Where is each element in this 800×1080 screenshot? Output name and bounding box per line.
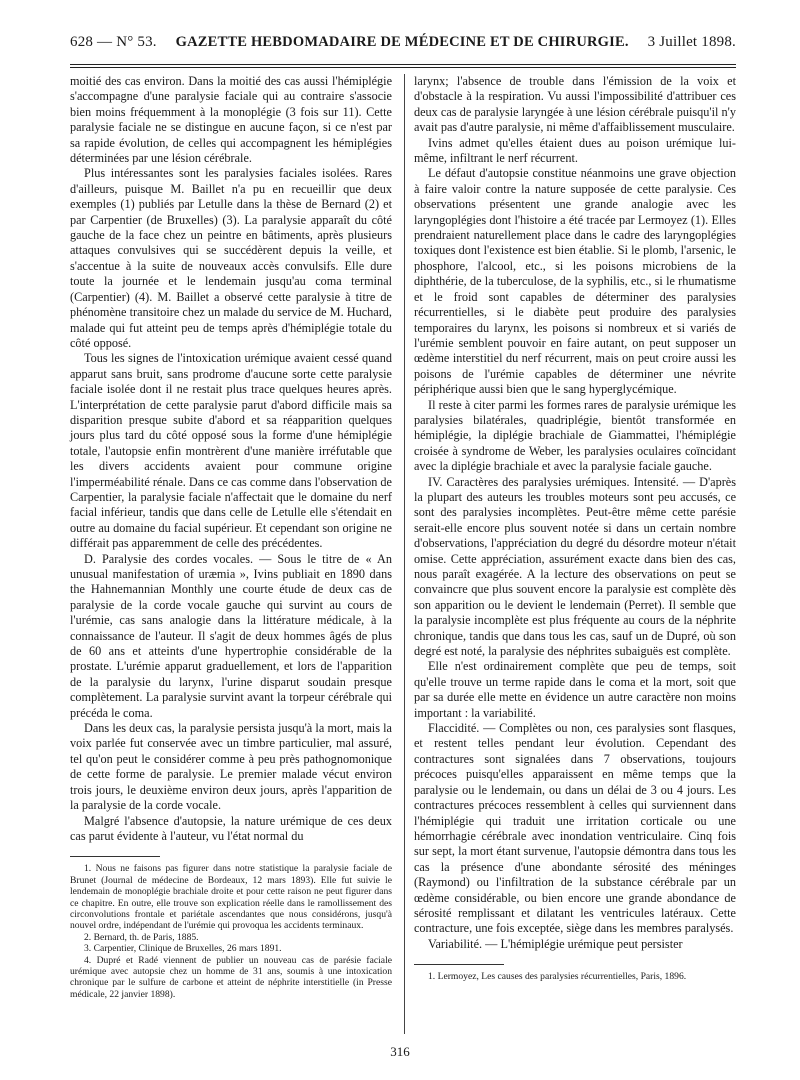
paragraph: larynx; l'absence de trouble dans l'émission de la voix et d'obstacle à la respiration. Vu aussi l'impossibilité d'attribuer ces deux cas de paralysie laryngée à une lésion cérébrale puisqu'il n'y avait pas d'autre paralysie, ni même d'affaiblissement musculaire. [414,74,736,135]
running-header [70,34,736,64]
paragraph: Le défaut d'autopsie constitue néanmoins une grave objection à faire valoir contre la nature supposée de cette paralysie. Ces observations présentent une grande analogie avec les laryngoplégies dont l'histoire a été tracée par Lermoyez (1). Elles prendraient naturellement place dans le cadre des laryngoplégies toxiques dont l'existence est bien établie. Si le plomb, l'arsenic, le phosphore, l'alcool, etc., si les poisons microbiens de la diphthérie, de la tuberculose, de la syphilis, etc., si le rhumatisme et le froid sont capables de déterminer des paralysies récurrentielles, si le diabète peut produire des paralysies temporaires du larynx, les poisons si nombreux et si variés de l'urémie semblent pouvoir en faire autant, on peut supposer un œdème interstitiel du nerf récurrent, mais on peut croire aussi les poisons de l'urémie capables de déterminer une névrite périphérique aussi bien que le sang hyperglycémique. [414,166,736,397]
footnote-rule [414,964,504,965]
header-rule-top [70,64,736,65]
paragraph: D. Paralysie des cordes vocales. — Sous le titre de « An unusual manifestation of uræmia », Ivins publiait en 1890 dans the Hahnemannian Monthly une courte étude de deux cas de paralysie de la corde vocale gauche qui survint au cours de l'urémie, cas sans analogie dans la littérature médicale, à la connaissance de l'auteur. Il s'agit de deux hommes âgés de plus de 60 ans et atteints d'une hypertrophie considérable de la prostate. L'urémie apparut graduellement, et lors de l'apparition de la paralysie du larynx, l'urine disparut soudain presque complètement. La paralysie survint avant la torpeur cérébrale qui précéda le coma. [70,551,392,720]
left-column [70,74,392,1000]
footnote-rule [70,856,160,857]
page-reference: 628 — N° 53. [70,34,157,50]
paragraph: Elle n'est ordinairement complète que peu de temps, soit qu'elle trouve un terme rapide dans le coma et la mort, soit que par sa durée elle mette en évidence un autre caractère non moins important : la variabilité. [414,659,736,720]
journal-title: GAZETTE HEBDOMADAIRE DE MÉDECINE ET DE CHIRURGIE. [175,34,629,50]
paragraph: Malgré l'absence d'autopsie, la nature urémique de ces deux cas parut évidente à l'auteur, vu l'état normal du [70,813,392,843]
paragraph: Variabilité. — L'hémiplégie urémique peut persister [428,936,683,951]
right-column [414,74,736,983]
footnote: 2. Bernard, th. de Paris, 1885. [84,931,199,943]
paragraph: moitié des cas environ. Dans la moitié des cas aussi l'hémiplégie s'accompagne d'une paralysie faciale qui au contraire s'associe bien moins fréquemment à la monoplégie (3 fois sur 11). Cette paralysie faciale ne se distingue en aucune façon, si ce n'est par sa rapide évolution, de celles qui accompagnent les hémiplégies déterminées par une lésion cérébrale. [70,74,392,166]
paragraph: Tous les signes de l'intoxication urémique avaient cessé quand apparut sans bruit, sans prodrome d'aucune sorte cette paralysie faciale isolée dont il ne restait plus trace quelques heures après. L'interprétation de cette paralysie parut d'abord difficile mais sa disparition presque subite d'abord et sa réapparition quelques jours plus tard du côté opposé sous la forme d'une hémiplégie totale, l'autopsie enfin montrèrent d'une manière irréfutable que les divers accidents avaient pour commune origine l'imperméabilité rénale. Dans ce cas comme dans l'observation de Carpentier, la paralysie faciale n'affectait que le domaine du nerf facial inférieur, tandis que dans celle de Letulle elle s'étendait en outre au domaine du facial supérieur. Et cependant son origine ne différait pas apparemment de celle des précédentes. [70,351,392,551]
issue-date: 3 Juillet 1898. [647,34,736,50]
paragraph: Plus intéressantes sont les paralysies faciales isolées. Rares d'ailleurs, puisque M. Baillet n'a pu en recueillir que deux exemples (1) publiés par Letulle dans la thèse de Bernard (2) et par Carpentier (de Bruxelles) (3). La paralysie apparaît du côté gauche de la face chez un peintre en bâtiments, après plusieurs attaques convulsives qui se succédèrent depuis la veille, et s'accentue à la suite de nouveaux accès convulsifs. Elle dure toute la journée et le lendemain jusqu'au coma terminal (Carpentier) (4). M. Baillet a observé cette paralysie à titre de phénomène transitoire chez un malade du service de M. Huchard, malade qui fut atteint peu de temps après d'hémiplégie totale du côté opposé. [70,166,392,350]
paragraph: Dans les deux cas, la paralysie persista jusqu'à la mort, mais la voix parlée fut conservée avec un timbre particulier, mal assuré, tel qu'on peut le considérer comme à peu près pathognomonique de cette forme de paralysie. Le premier malade vécut environ trois jours, le deuxième environ deux jours, après l'apparition de la paralysie de la corde vocale. [70,721,392,813]
paragraph: Il reste à citer parmi les formes rares de paralysie urémique les paralysies bilatérales, quadriplégie, bientôt transformée en hémiplégie, la diplégie brachiale de Giammattei, l'hémiplégie croisée à syndrome de Weber, les paralysies oculaires coïncidant avec la diplégie brachiale et avec la paralysie faciale gauche. [414,397,736,474]
paragraph: Ivins admet qu'elles étaient dues au poison urémique lui-même, infiltrant le nerf récurrent. [414,135,736,166]
footnote: 4. Dupré et Radé viennent de publier un nouveau cas de parésie faciale urémique avec autopsie chez un homme de 31 ans, soumis à une intoxication chronique par le sulfure de carbone et atteint de néphrite interstitielle (in Presse médicale, 22 janvier 1898). [70,954,392,1000]
footnote: 1. Nous ne faisons pas figurer dans notre statistique la paralysie faciale de Brunet (Journal de médecine de Bordeaux, 12 mars 1893). Elle fut suivie le lendemain de monoplégie brachiale droite et pour cette raison ne peut figurer dans ce chapitre. En outre, elle trouve son explication réelle dans le ramollissement des circonvolutions frontale et pariétale ascendantes que nous considérons, jusqu'à nouvel ordre, indépendant de l'urémie qui provoqua les accidents terminaux. [70,863,392,932]
section-heading-paragraph: IV. Caractères des paralysies urémiques. Intensité. — D'après la plupart des auteurs les troubles moteurs sont peu accusés, ce sont des paralysies incomplètes. Peut-être même cette parésie serait-elle encore plus souvent notée si dans un certain nombre d'observations, l'appréciation du degré du désordre moteur n'était omise. Cette appréciation, assurément exacte dans bien des cas, nous paraît exagérée. A la lecture des observations on peut se convaincre que plus souvent encore la paralysie est complète dès son apparition ou le devient le lendemain (Perret). Il semble que la paralysie incomplète est plus fréquente au cours de la néphrite chronique, tandis que dans tous les cas, sauf un de Dupré, où son degré est noté, la paralysie des néphrites subaiguës est complète. [414,474,736,659]
page-number: 316 [390,1044,410,1059]
footnote: 1. Lermoyez, Les causes des paralysies récurrentielles, Paris, 1896. [428,971,687,983]
column-divider [404,74,405,1034]
paragraph: Flaccidité. — Complètes ou non, ces paralysies sont flasques, et restent telles pendant leur évolution. Cependant des contractures sont signalées dans 7 observations, toujours précoces puisqu'elles apparaissent en même temps que la paralysie ou le lendemain, ou dans un délai de 3 ou 4 jours. Les contractures précoces ressemblent à celles qui surviennent dans l'hémiplégie qui traduit une irritation corticale ou une hémorrhagie cérébrale avec inondation ventriculaire. Cinq fois sur sept, la mort étant survenue, l'autopsie démontra dans tous les cas la présence d'une abondante sérosité des méninges (Raymond) ou l'infiltration de la substance cérébrale par un œdème considérable, ou bien encore une grande abondance de sérosité remplissant et dilatant les ventricules latéraux. Cette contracture, une fois exceptée, siège dans les membres paralysés. [414,721,736,936]
footnote: 3. Carpentier, Clinique de Bruxelles, 26 mars 1891. [84,943,282,955]
header-rule-bottom [70,67,736,68]
